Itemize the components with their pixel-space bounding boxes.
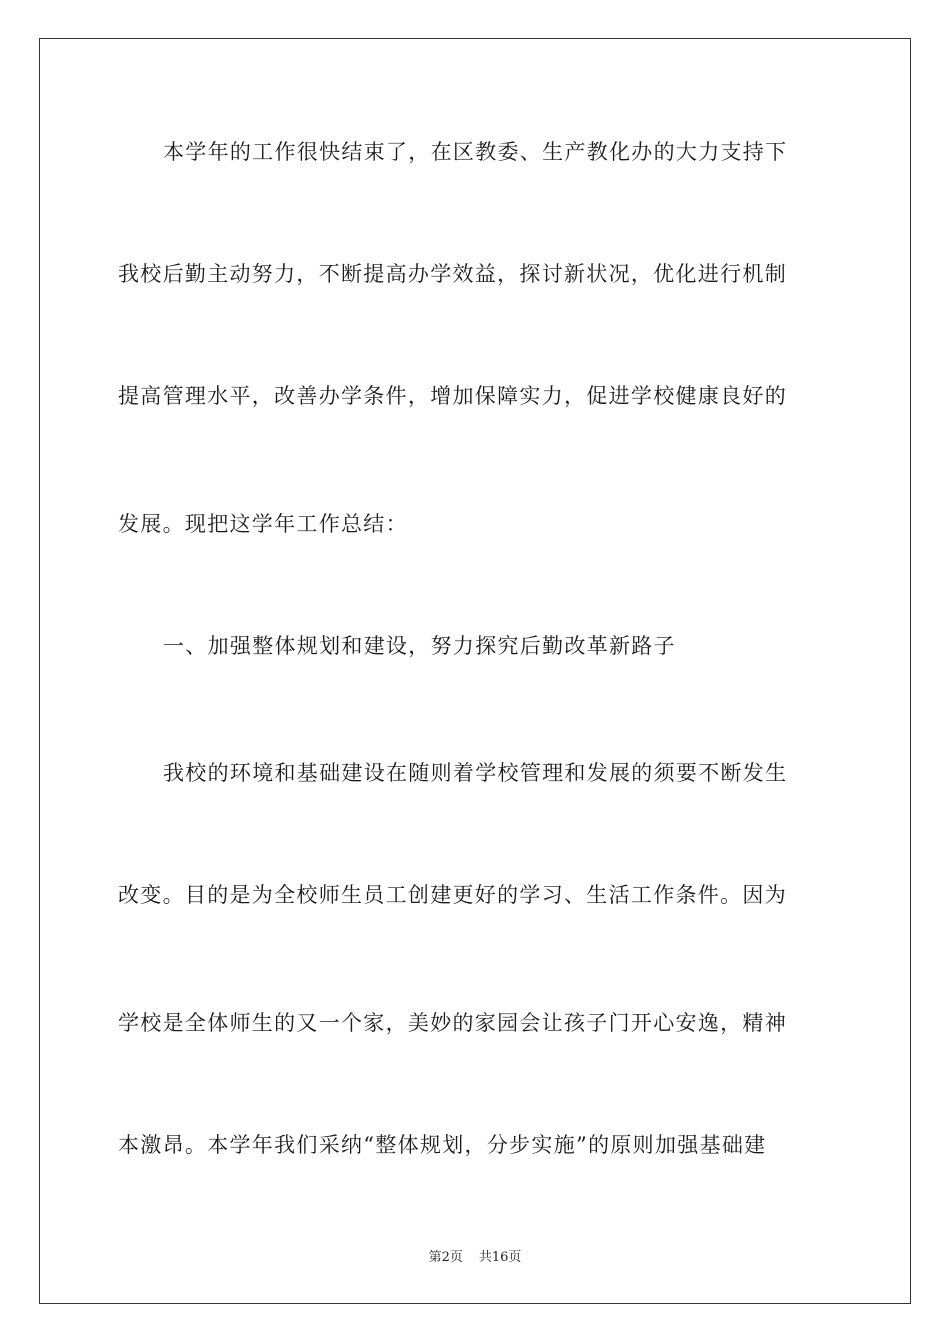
- section-heading: 一、加强整体规划和建设，努力探究后勤改革新路子: [163, 634, 676, 658]
- page-total: 共16页: [478, 1250, 522, 1265]
- paragraph-line: 提高管理水平，改善办学条件，增加保障实力，促进学校健康良好的: [118, 384, 787, 408]
- paragraph-line: 学校是全体师生的又一个家，美妙的家园会让孩子门开心安逸，精神: [118, 1011, 787, 1035]
- paragraph-line: 本学年的工作很快结束了，在区教委、生产教化办的大力支持下: [163, 140, 788, 164]
- page-frame: [39, 38, 911, 1304]
- paragraph-line: 我校的环境和基础建设在随则着学校管理和发展的须要不断发生: [163, 761, 788, 785]
- paragraph-line: 我校后勤主动努力，不断提高办学效益，探讨新状况，优化进行机制: [118, 262, 787, 286]
- paragraph-line: 本激昂。本学年我们采纳“整体规划，分步实施”的原则加强基础建: [118, 1133, 767, 1157]
- page-footer: [0, 1246, 950, 1265]
- paragraph-line: 发展。现把这学年工作总结：: [118, 512, 408, 536]
- paragraph-line: 改变。目的是为全校师生员工创建更好的学习、生活工作条件。因为: [118, 883, 787, 907]
- page-number: 第2页: [428, 1250, 463, 1265]
